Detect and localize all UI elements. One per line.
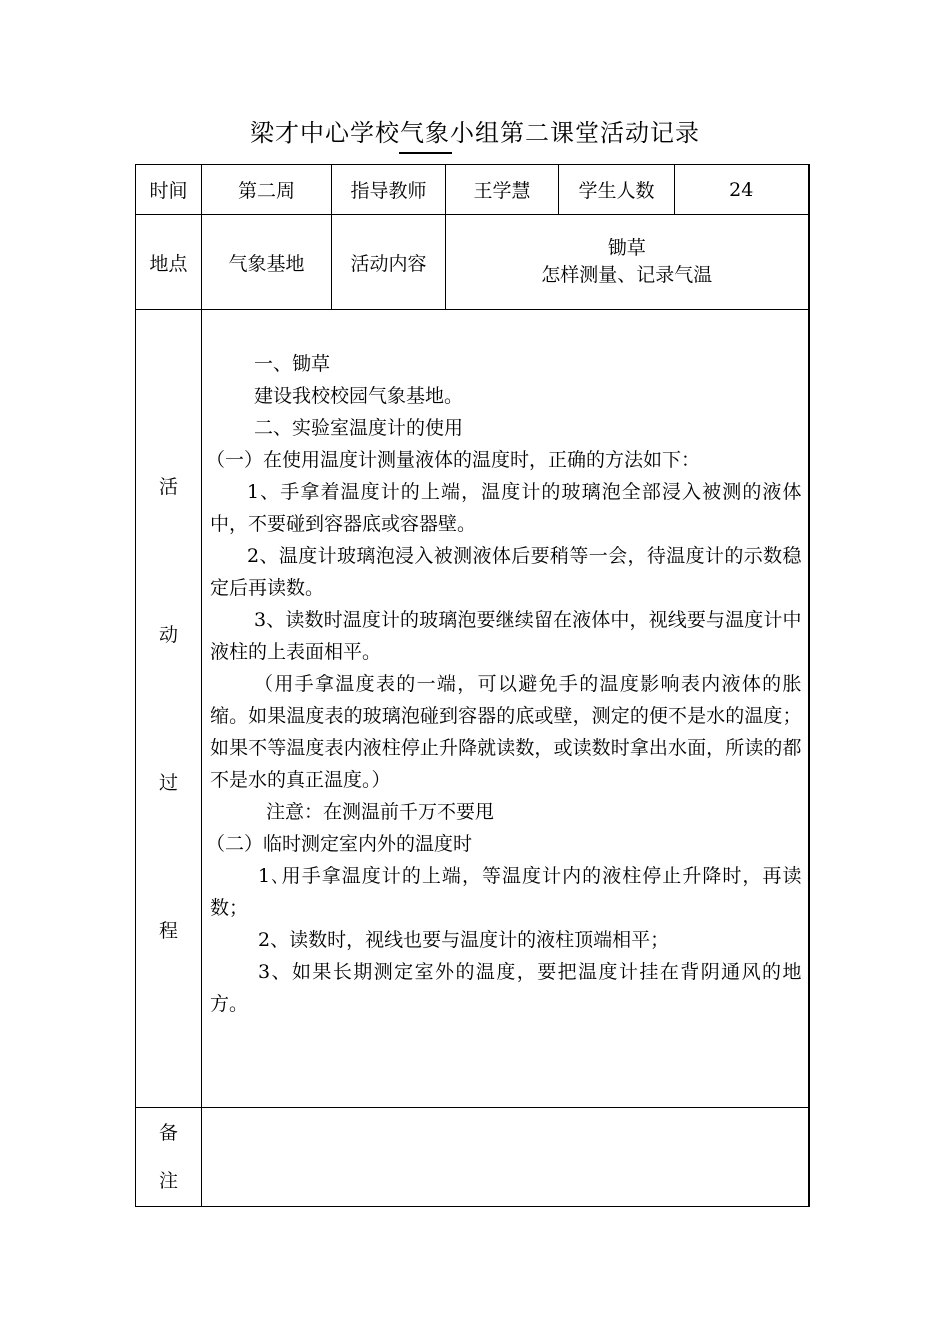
process-content bbox=[202, 310, 809, 1108]
paragraph: 二、实验室温度计的使用 bbox=[254, 417, 464, 439]
process-label-char: 程 bbox=[158, 919, 178, 942]
content-value bbox=[446, 215, 809, 310]
paragraph: 2、读数时，视线也要与温度计的液柱顶端相平； bbox=[258, 929, 670, 951]
content-line: 怎样测量、记录气温 bbox=[541, 264, 713, 286]
process-label bbox=[136, 310, 202, 1108]
paragraph: 3、如果长期测定室外的温度，要把温度计挂在背阴通风的地方。 bbox=[210, 961, 802, 1015]
activity-record-table bbox=[135, 164, 810, 1207]
location-value: 气象基地 bbox=[202, 215, 332, 310]
content-label: 活动内容 bbox=[332, 215, 446, 310]
page-title: 梁才中心学校气象小组第二课堂活动记录 bbox=[250, 119, 700, 147]
process-label-char: 过 bbox=[158, 771, 178, 794]
process-label-char: 动 bbox=[158, 623, 178, 646]
notes-content bbox=[202, 1108, 809, 1207]
paragraph: （用手拿温度表的一端，可以避免手的温度影响表内液体的胀缩。如果温度表的玻璃泡碰到容器的底或壁，测定的便不是水的温度；如果不等温度表内液柱停止升降就读数，或读数时拿出水面，所读的都不是水的真正温度。） bbox=[210, 673, 802, 791]
location-label: 地点 bbox=[136, 215, 202, 310]
table-row-process bbox=[136, 310, 809, 1108]
paragraph: 一、锄草 bbox=[254, 353, 331, 375]
paragraph: 建设我校校园气象基地。 bbox=[254, 385, 464, 407]
notes-label bbox=[136, 1108, 202, 1207]
table-row-time bbox=[136, 165, 809, 215]
paragraph: 1、手拿着温度计的上端，温度计的玻璃泡全部浸入被测的液体中，不要碰到容器底或容器壁。 bbox=[210, 481, 802, 535]
paragraph: 注意：在测温前千万不要甩 bbox=[266, 801, 495, 823]
notes-label-char: 备 bbox=[158, 1122, 178, 1144]
time-value: 第二周 bbox=[202, 165, 332, 215]
process-label-char: 活 bbox=[158, 475, 178, 498]
table-row-notes bbox=[136, 1108, 809, 1207]
teacher-value: 王学慧 bbox=[446, 165, 559, 215]
teacher-label: 指导教师 bbox=[332, 165, 446, 215]
time-label: 时间 bbox=[136, 165, 202, 215]
title-underline bbox=[399, 152, 452, 154]
paragraph: （二）临时测定室内外的温度时 bbox=[206, 833, 473, 855]
students-label: 学生人数 bbox=[559, 165, 675, 215]
students-value: 24 bbox=[675, 165, 809, 215]
paragraph: （一）在使用温度计测量液体的温度时，正确的方法如下： bbox=[206, 449, 701, 471]
paragraph: 1､用手拿温度计的上端，等温度计内的液柱停止升降时，再读数； bbox=[210, 865, 802, 919]
paragraph: 3、读数时温度计的玻璃泡要继续留在液体中，视线要与温度计中液柱的上表面相平。 bbox=[210, 609, 802, 663]
table-row-location bbox=[136, 215, 809, 310]
paragraph: 2、温度计玻璃泡浸入被测液体后要稍等一会，待温度计的示数稳定后再读数。 bbox=[210, 545, 802, 599]
content-line: 锄草 bbox=[607, 237, 646, 259]
notes-label-char: 注 bbox=[158, 1170, 178, 1192]
